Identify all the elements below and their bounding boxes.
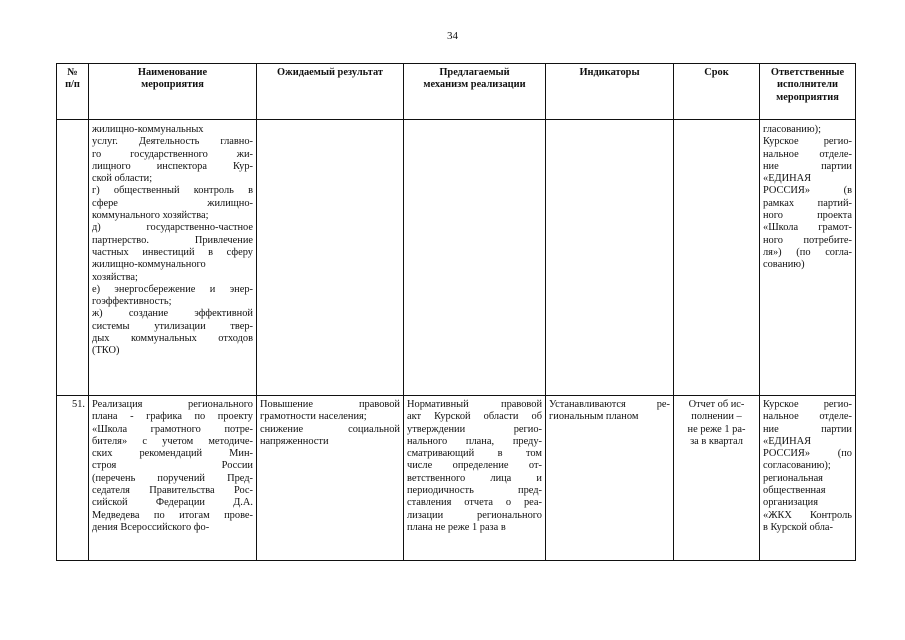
header-number [57,64,89,120]
text-line: «ЕДИНАЯ [763,435,812,447]
cell-indicators [546,396,674,561]
text-line: лищного инспектора Кур- [92,160,253,172]
text-line: Медведева по итогам прове- [92,509,253,521]
text-line: частных инвестиций в сферу [92,246,253,258]
text-line: ставления отчета о реа- [407,497,542,509]
text-line: Устанавливаются ре- [549,399,670,410]
text-line: плана - графика по проекту [92,411,253,423]
text-line: Наименование [137,67,208,78]
text-line: утверждении регио- [407,423,542,435]
text-line: «ЕДИНАЯ [763,173,812,185]
text-line: Отчет об ис- [688,399,745,410]
text-line: Ожидаемый результат [276,67,384,78]
text-line: гоэффективность; [92,296,172,308]
measures-table [56,63,856,561]
table-row-continued [57,120,856,396]
text-line: Срок [704,67,729,78]
text-line: нального плана, преду- [407,435,542,447]
text-line: исполнители [777,79,838,91]
text-line: гиональным планом [549,411,639,423]
text-line: числе определение от- [407,460,542,472]
row-number [57,120,89,396]
text-line: «Школа грамот- [763,222,852,234]
text-line: № [67,67,78,78]
text-line: «ЖКХ Контроль [763,509,852,521]
text-line: Ответственные [770,67,845,78]
text-line: нальное отделе- [763,148,852,160]
text-line: ние партии [763,160,852,172]
text-line: ветственного лица и [407,472,542,484]
header-indicators [546,64,674,120]
text-line: хозяйства; [92,271,138,283]
header-responsible [760,64,856,120]
text-line: п/п [65,79,80,91]
table-row-51 [57,396,856,561]
cell-name [89,396,257,561]
text-line: согласованию); [763,460,831,472]
text-line: ской области; [92,173,153,185]
text-line: ж) создание эффективной [92,308,253,320]
header-name [89,64,257,120]
text-line: Нормативный правовой [407,399,542,410]
text-line: Курское регио- [763,136,852,148]
text-line: сматривающий в том [407,448,542,460]
text-line: г) общественный контроль в [92,185,253,197]
text-line: дых коммунальных отходов [92,333,253,345]
text-line: услуг. Деятельность главно- [92,136,253,148]
cell-responsible [760,396,856,561]
text-line: снижение социальной [260,423,400,435]
text-line: (ТКО) [92,345,120,357]
text-line: сфере жилищно- [92,197,253,209]
text-line: строя России [92,460,253,472]
text-line: плана не реже 1 раза в [407,521,506,533]
text-line: не реже 1 ра- [687,423,746,435]
cell-responsible [760,120,856,396]
text-line: дения Всероссийского фо- [92,521,210,533]
text-line: «Школа грамотного потре- [92,423,253,435]
text-line: механизм реализации [423,79,526,91]
text-line: го государственного жи- [92,148,253,160]
text-line: лизации регионального [407,509,542,521]
text-line: гласованию); [763,124,821,135]
cell-mechanism [404,120,546,396]
text-line: РОССИЯ» (по [763,448,852,460]
header-row [57,64,856,120]
header-mechanism [404,64,546,120]
text-line: Повышение правовой [260,399,400,410]
text-line: РОССИЯ» (в [763,185,852,197]
text-line: сийской Федерации Д.А. [92,497,253,509]
text-line: в Курской обла- [763,521,834,533]
text-line: общественная [763,485,826,497]
text-line: за в квартал [690,435,743,447]
header-result [257,64,404,120]
text-line: ние партии [763,423,852,435]
text-line: сованию) [763,259,805,271]
text-line: рамках партий- [763,197,852,209]
text-line: коммунального хозяйства; [92,210,209,222]
text-line: е) энергосбережение и энер- [92,283,253,295]
text-line: ля») (по согла- [763,246,852,258]
header-term [674,64,760,120]
page-number: 34 [447,30,458,42]
text-line: бителя» с учетом методиче- [92,435,253,447]
cell-term [674,120,760,396]
text-line: региональная [763,472,823,484]
cell-result [257,120,404,396]
text-line: (перечень поручений Пред- [92,472,253,484]
text-line: мероприятия [776,91,839,103]
cell-name [89,120,257,396]
cell-result [257,396,404,561]
text-line: полнении – [691,411,742,423]
text-line: Курское регио- [763,399,852,410]
text-line: напряженности [260,435,329,447]
row-number: 51. [57,396,89,561]
cell-mechanism [404,396,546,561]
text-line: организация [763,497,819,509]
text-line: ских рекомендаций Мин- [92,448,253,460]
text-line: грамотности населения; [260,411,367,423]
text-line: партнерство. Привлечение [92,234,253,246]
text-line: жилищно-коммунального [92,259,206,271]
text-line: жилищно-коммунальных [92,124,204,135]
text-line: Реализация регионального [92,399,253,410]
text-line: седателя Правительства Рос- [92,485,253,497]
text-line: мероприятия [141,79,204,91]
text-line: Индикаторы [579,67,640,78]
text-line: д) государственно-частное [92,222,253,234]
text-line: акт Курской области об [407,411,542,423]
text-line: ного проекта [763,210,852,222]
text-line: ного потребите- [763,234,852,246]
text-line: системы утилизации твер- [92,320,253,332]
cell-term [674,396,760,561]
cell-indicators [546,120,674,396]
text-line: Предлагаемый [439,67,510,78]
text-line: нальное отделе- [763,411,852,423]
text-line: периодичность пред- [407,485,542,497]
